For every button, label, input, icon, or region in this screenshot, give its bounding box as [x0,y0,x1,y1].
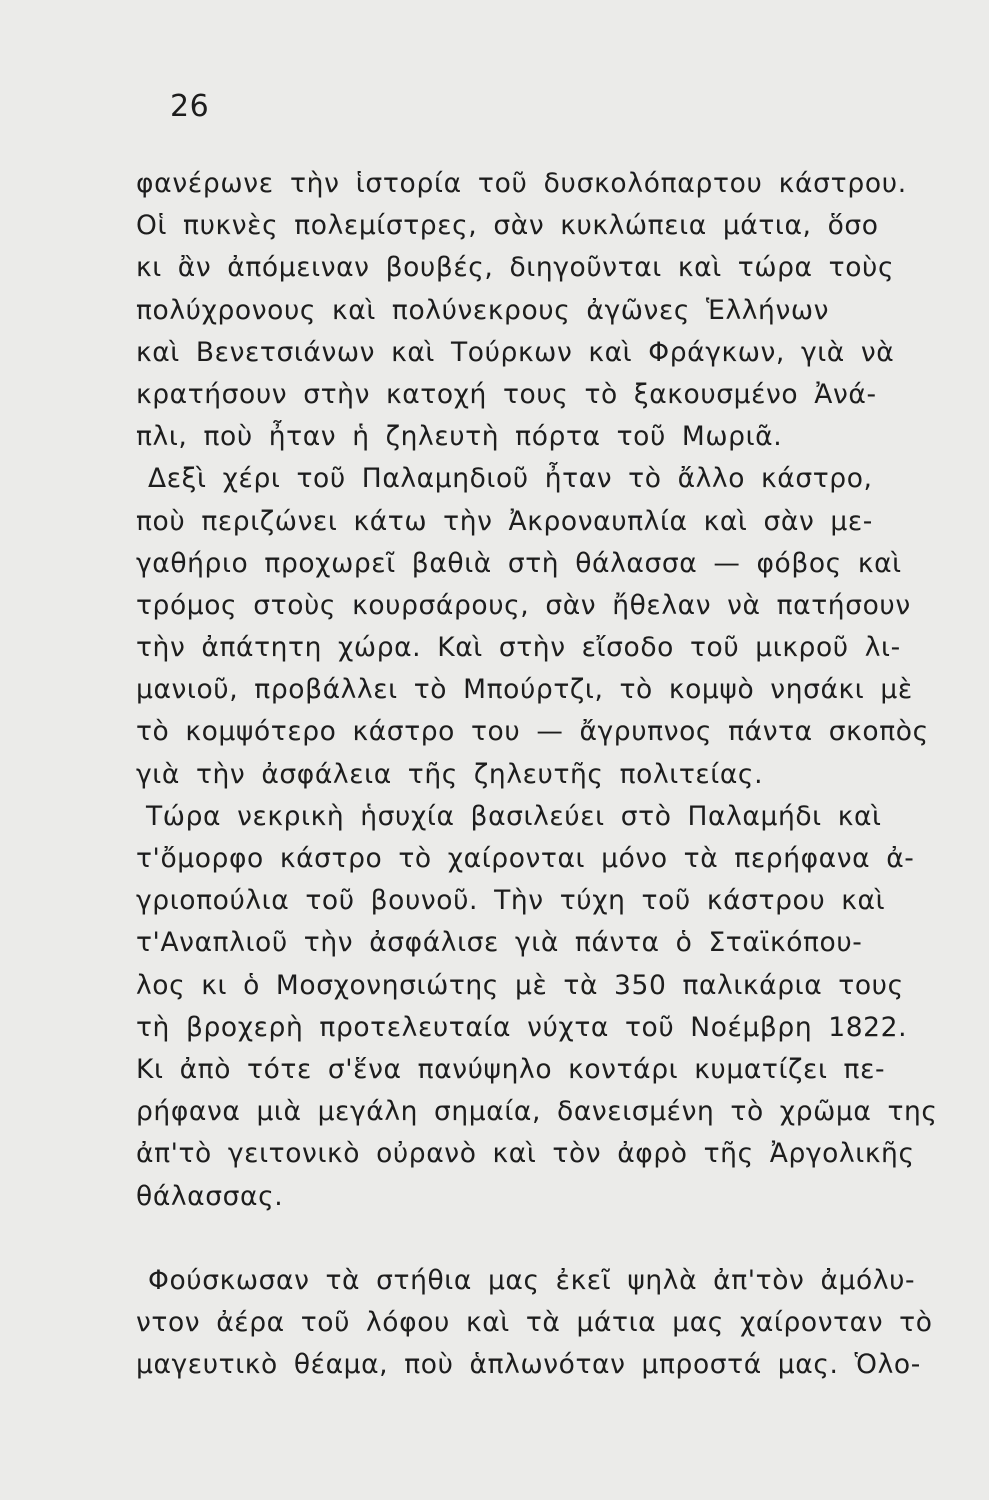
text-line: πολύχρονους καὶ πολύνεκρους ἀγῶνες Ἑλλήνων [136,294,830,326]
text-line: τρόμος στοὺς κουρσάρους, σὰν ἤθελαν νὰ πατήσουν [136,589,911,621]
text-line: μαγευτικὸ θέαμα, ποὺ ἁπλωνόταν μπροστά μας. Ὁλο- [136,1349,921,1381]
text-line: τὴ βροχερὴ προτελευταία νύχτα τοῦ Νοέμβρη 1822. [136,1011,908,1043]
text-line: τ'ὄμορφο κάστρο τὸ χαίρονται μόνο τὰ περήφανα ἀ- [136,843,915,874]
paragraph-start-line: Τώρα νεκρικὴ ἡσυχία βασιλεύει στὸ Παλαμήδι καὶ [146,800,882,832]
text-line: θάλασσας. [136,1180,284,1212]
paragraph-start-line: Δεξὶ χέρι τοῦ Παλαμηδιοῦ ἦταν τὸ ἄλλο κάστρο, [148,463,873,495]
body-text [136,163,936,1386]
page-number: 26 [170,89,210,124]
text-line: τ'Αναπλιοῦ τὴν ἀσφάλισε γιὰ πάντα ὁ Σταϊκόπου- [136,927,863,959]
text-line: φανέρωνε τὴν ἱστορία τοῦ δυσκολόπαρτου κάστρου. [136,168,907,199]
text-line: Οἱ πυκνὲς πολεμίστρες, σὰν κυκλώπεια μάτια, ὅσο [136,210,879,242]
text-line: Κι ἀπὸ τότε σ'ἕνα πανύψηλο κοντάρι κυματίζει πε- [136,1053,886,1085]
text-line: κρατήσουν στὴν κατοχή τους τὸ ξακουσμένο Ἀνά- [136,378,877,410]
text-line: γριοπούλια τοῦ βουνοῦ. Τὴν τύχη τοῦ κάστρου καὶ [136,885,886,917]
text-line: μανιοῦ, προβάλλει τὸ Μπούρτζι, τὸ κομψὸ νησάκι μὲ [136,674,913,706]
text-line: ποὺ περιζώνει κάτω τὴν Ἀκροναυπλία καὶ σὰν με- [136,505,873,537]
text-line: κι ἂν ἀπόμειναν βουβές, διηγοῦνται καὶ τώρα τοὺς [136,252,895,284]
text-line: γαθήριο προχωρεῖ βαθιὰ στὴ θάλασσα — φόβος καὶ [136,547,902,579]
text-line: ντον ἀέρα τοῦ λόφου καὶ τὰ μάτια μας χαίρονταν τὸ [136,1306,933,1338]
text-line: τὸ κομψότερο κάστρο του — ἄγρυπνος πάντα σκοπὸς [136,716,929,748]
text-line: πλι, ποὺ ἦταν ἡ ζηλευτὴ πόρτα τοῦ Μωριᾶ. [136,421,783,453]
text-line: λος κι ὁ Μοσχονησιώτης μὲ τὰ 350 παλικάρια τους [136,969,904,1001]
text-line: τὴν ἀπάτητη χώρα. Καὶ στὴν εἴσοδο τοῦ μικροῦ λι- [136,632,901,664]
paragraph-start-line: Φούσκωσαν τὰ στήθια μας ἐκεῖ ψηλὰ ἀπ'τὸν ἀμόλυ- [148,1264,916,1296]
text-line: ρήφανα μιὰ μεγάλη σημαία, δανεισμένη τὸ χρῶμα της [136,1096,938,1128]
text-line: ἀπ'τὸ γειτονικὸ οὐρανὸ καὶ τὸν ἀφρὸ τῆς Ἀργολικῆς [136,1138,915,1170]
text-line: γιὰ τὴν ἀσφάλεια τῆς ζηλευτῆς πολιτείας. [136,758,764,790]
text-line: καὶ Βενετσιάνων καὶ Τούρκων καὶ Φράγκων, γιὰ νὰ [136,336,895,368]
